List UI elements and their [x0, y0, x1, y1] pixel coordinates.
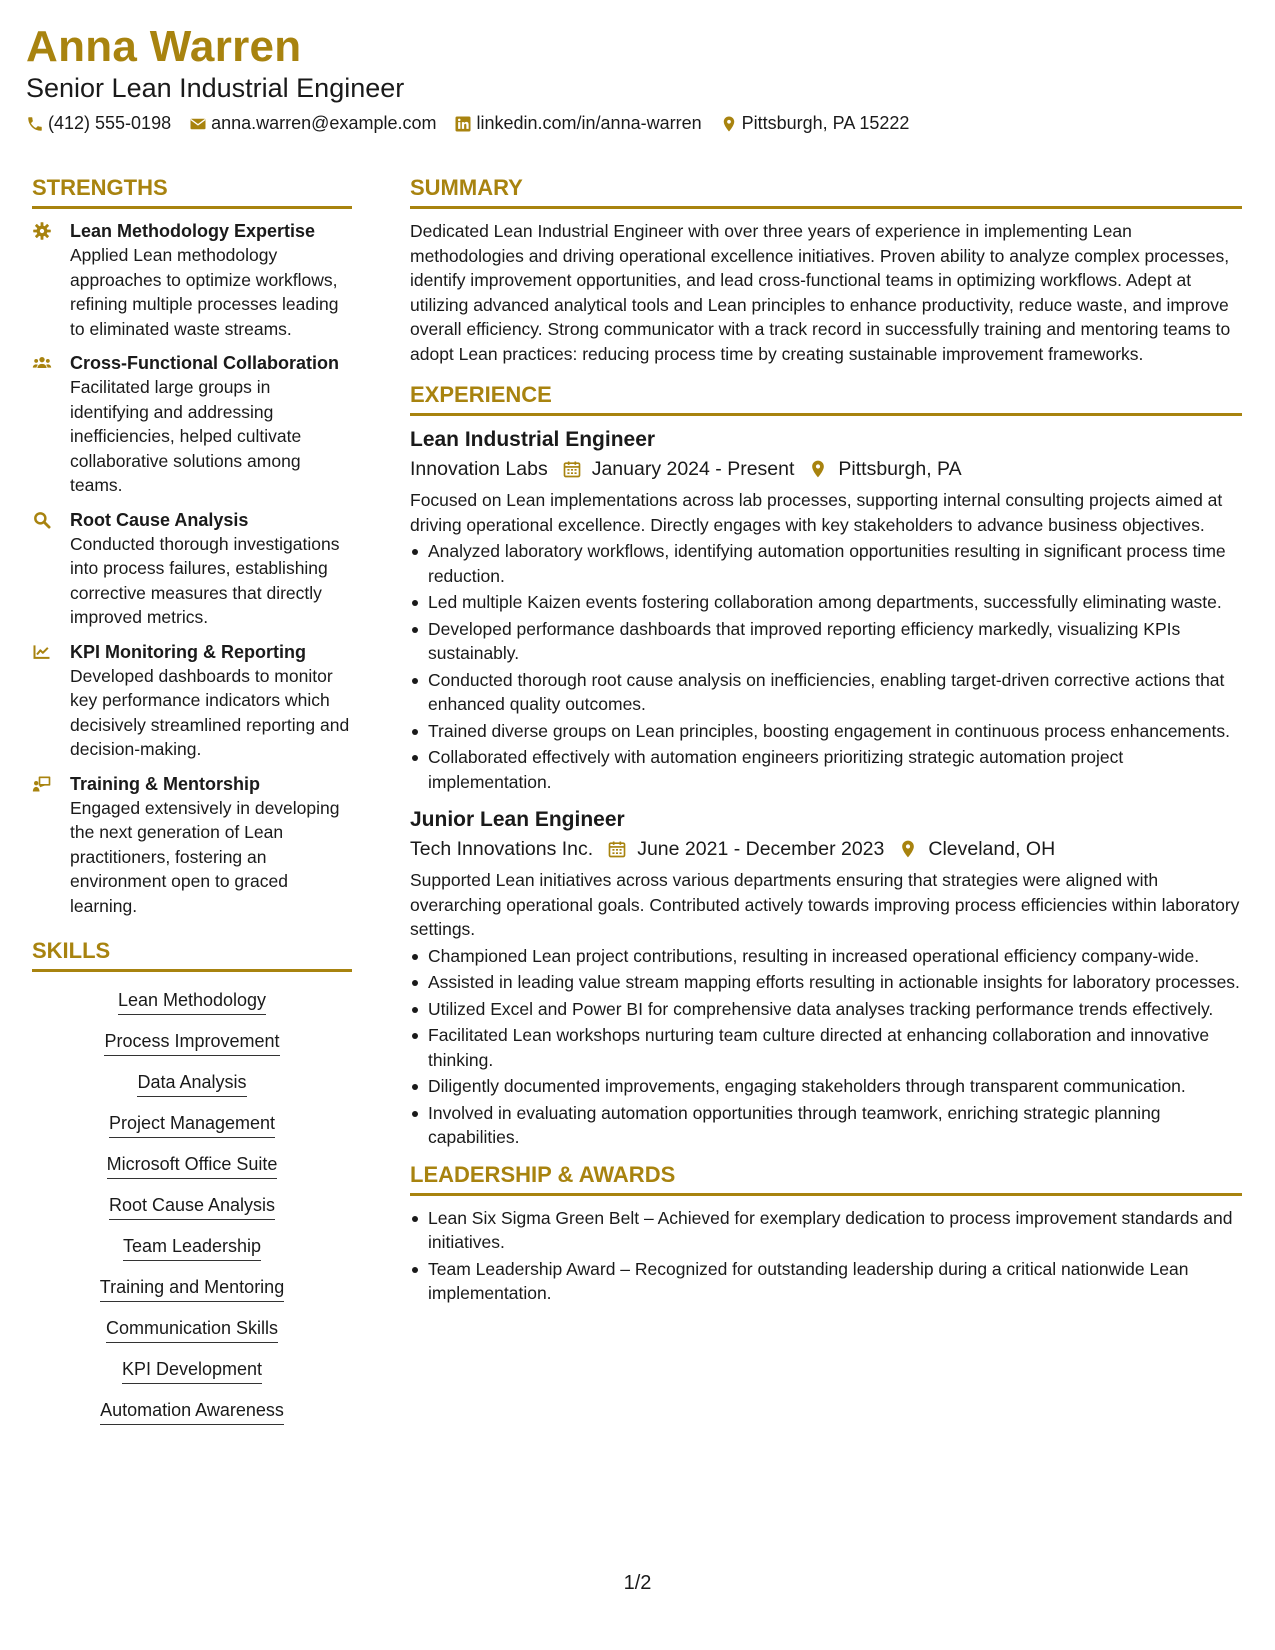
strength-item	[32, 351, 352, 498]
strength-description: Conducted thorough investigations into process failures, establishing corrective measures that directly improved metrics.	[70, 533, 340, 627]
search-icon	[32, 510, 52, 530]
strength-title: KPI Monitoring & Reporting	[70, 641, 306, 662]
job-description: Supported Lean initiatives across various departments ensuring that strategies were aligned with overarching operational goals. Contributed actively towards improving process efficiencies within laboratory settings.	[410, 870, 1240, 939]
calendar-icon	[607, 839, 627, 859]
gear-icon	[32, 221, 52, 241]
skills-heading: SKILLS	[32, 938, 352, 972]
location-text: Pittsburgh, PA 15222	[741, 113, 910, 133]
candidate-name: Anna Warren	[26, 22, 302, 71]
job-location-text: Pittsburgh, PA	[838, 458, 962, 480]
awards-heading: LEADERSHIP & AWARDS	[410, 1162, 1242, 1196]
contact-email[interactable]	[189, 113, 436, 134]
candidate-title: Senior Lean Industrial Engineer	[26, 73, 405, 103]
job-bullet: Diligently documented improvements, engaging stakeholders through transparent communication.	[428, 1074, 1242, 1099]
users-icon	[32, 353, 52, 373]
awards-list	[410, 1206, 1242, 1306]
linkedin-text: linkedin.com/in/anna-warren	[476, 113, 702, 133]
job-title: Lean Industrial Engineer	[410, 428, 656, 451]
skills-section	[32, 938, 352, 1433]
strength-item	[32, 772, 352, 919]
skill-tag: Project Management	[109, 1112, 275, 1138]
job-dates	[562, 454, 795, 484]
teacher-icon	[32, 774, 52, 794]
job-description: Focused on Lean implementations across lab processes, supporting internal consulting projects aimed at driving operational excellence. Directly engages with key stakeholders to advance business objectives.	[410, 490, 1223, 535]
skill-tag: Automation Awareness	[100, 1399, 284, 1425]
summary-text: Dedicated Lean Industrial Engineer with over three years of experience in implementing Lean methodologies and driving operational excellence initiatives. Proven ability to analyze complex processes, identify improvement opportunities, and lead cross-functional teams in optimizing workflows. Adept at utilizing advanced analytical tools and Lean principles to enhance productivity, reduce waste, and improve overall efficiency. Strong communicator with a track record in successfully training and mentoring teams to adopt Lean practices: reducing process time by creating sustainable improvement frameworks.	[410, 221, 1231, 364]
skill-tag: Communication Skills	[106, 1317, 278, 1343]
chart-line-icon	[32, 642, 52, 662]
map-pin-icon	[720, 115, 738, 133]
strength-title: Root Cause Analysis	[70, 509, 249, 530]
skill-tag: Team Leadership	[123, 1235, 261, 1261]
job-dates-text: January 2024 - Present	[591, 458, 795, 480]
phone-icon	[26, 115, 44, 133]
job-meta	[410, 834, 1242, 864]
contact-bar	[26, 113, 927, 134]
skill-tag: Root Cause Analysis	[109, 1194, 275, 1220]
strength-item	[32, 219, 352, 341]
job-location	[808, 454, 961, 484]
job-meta	[410, 454, 1242, 484]
strength-item	[32, 508, 352, 630]
job-entry	[410, 426, 1242, 794]
map-pin-icon	[808, 459, 828, 479]
strength-description: Facilitated large groups in identifying and addressing inefficiencies, helped cultivate collaborative solutions among teams.	[70, 377, 302, 495]
envelope-icon	[189, 115, 207, 133]
job-location-text: Cleveland, OH	[928, 838, 1056, 860]
page-number: 1/2	[623, 1572, 652, 1594]
job-bullet: Developed performance dashboards that improved reporting efficiency markedly, visualizing KPIs sustainably.	[428, 617, 1242, 666]
contact-linkedin[interactable]	[454, 113, 701, 134]
job-bullets	[410, 944, 1242, 1150]
job-bullet: Involved in evaluating automation opportunities through teamwork, enriching strategic planning capabilities.	[428, 1101, 1242, 1150]
award-item: Team Leadership Award – Recognized for outstanding leadership during a critical nationwide Lean implementation.	[428, 1257, 1242, 1306]
job-bullet: Collaborated effectively with automation engineers prioritizing strategic automation project implementation.	[428, 745, 1242, 794]
skill-tag: Lean Methodology	[118, 989, 266, 1015]
job-entry	[410, 806, 1242, 1150]
calendar-icon	[562, 459, 582, 479]
skill-tag: KPI Development	[122, 1358, 262, 1384]
strength-item	[32, 640, 352, 762]
strength-title: Lean Methodology Expertise	[70, 221, 316, 241]
skills-list	[32, 982, 352, 1433]
award-item: Lean Six Sigma Green Belt – Achieved for exemplary dedication to process improvement standards and initiatives.	[428, 1206, 1242, 1255]
map-pin-icon	[898, 839, 918, 859]
job-bullet: Utilized Excel and Power BI for comprehensive data analyses tracking performance trends effectively.	[428, 997, 1242, 1022]
experience-heading: EXPERIENCE	[410, 382, 1242, 416]
strengths-heading: STRENGTHS	[32, 175, 352, 209]
strength-description: Engaged extensively in developing the next generation of Lean practitioners, fostering an environment open to graced learning.	[70, 797, 340, 916]
strength-description: Developed dashboards to monitor key performance indicators which decisively streamlined reporting and decision-making.	[70, 665, 350, 759]
summary-heading: SUMMARY	[410, 175, 1242, 209]
linkedin-icon	[454, 115, 472, 133]
job-bullet: Analyzed laboratory workflows, identifying automation opportunities resulting in significant process time reduction.	[428, 539, 1242, 588]
strength-title: Cross-Functional Collaboration	[70, 353, 340, 373]
job-title: Junior Lean Engineer	[410, 808, 625, 831]
email-text: anna.warren@example.com	[211, 113, 437, 133]
job-bullet: Facilitated Lean workshops nurturing team culture directed at enhancing collaboration and innovative thinking.	[428, 1023, 1242, 1072]
strength-title: Training & Mentorship	[70, 773, 261, 794]
contact-phone[interactable]	[26, 113, 171, 134]
skill-tag: Training and Mentoring	[100, 1276, 284, 1302]
left-column	[32, 175, 352, 1433]
job-bullet: Championed Lean project contributions, resulting in increased operational efficiency company-wide.	[428, 944, 1242, 969]
job-bullet: Trained diverse groups on Lean principles, boosting engagement in continuous process enhancements.	[428, 719, 1242, 744]
phone-text: (412) 555-0198	[48, 113, 172, 133]
contact-location	[720, 113, 910, 134]
job-bullet: Assisted in leading value stream mapping efforts resulting in actionable insights for laboratory processes.	[428, 970, 1242, 995]
skill-tag: Data Analysis	[137, 1071, 246, 1097]
job-location	[898, 834, 1055, 864]
job-company: Innovation Labs	[410, 458, 548, 480]
skill-tag: Microsoft Office Suite	[107, 1153, 278, 1179]
skill-tag: Process Improvement	[104, 1030, 279, 1056]
job-dates	[607, 834, 884, 864]
job-bullets	[410, 539, 1242, 794]
right-column	[410, 175, 1242, 1308]
job-dates-text: June 2021 - December 2023	[637, 838, 885, 860]
job-company: Tech Innovations Inc.	[410, 838, 594, 860]
job-bullet: Conducted thorough root cause analysis on inefficiencies, enabling target-driven corrective actions that enhanced quality outcomes.	[428, 668, 1242, 717]
job-bullet: Led multiple Kaizen events fostering collaboration among departments, successfully eliminating waste.	[428, 590, 1242, 615]
strength-description: Applied Lean methodology approaches to optimize workflows, refining multiple processes leading to eliminated waste streams.	[70, 245, 339, 339]
